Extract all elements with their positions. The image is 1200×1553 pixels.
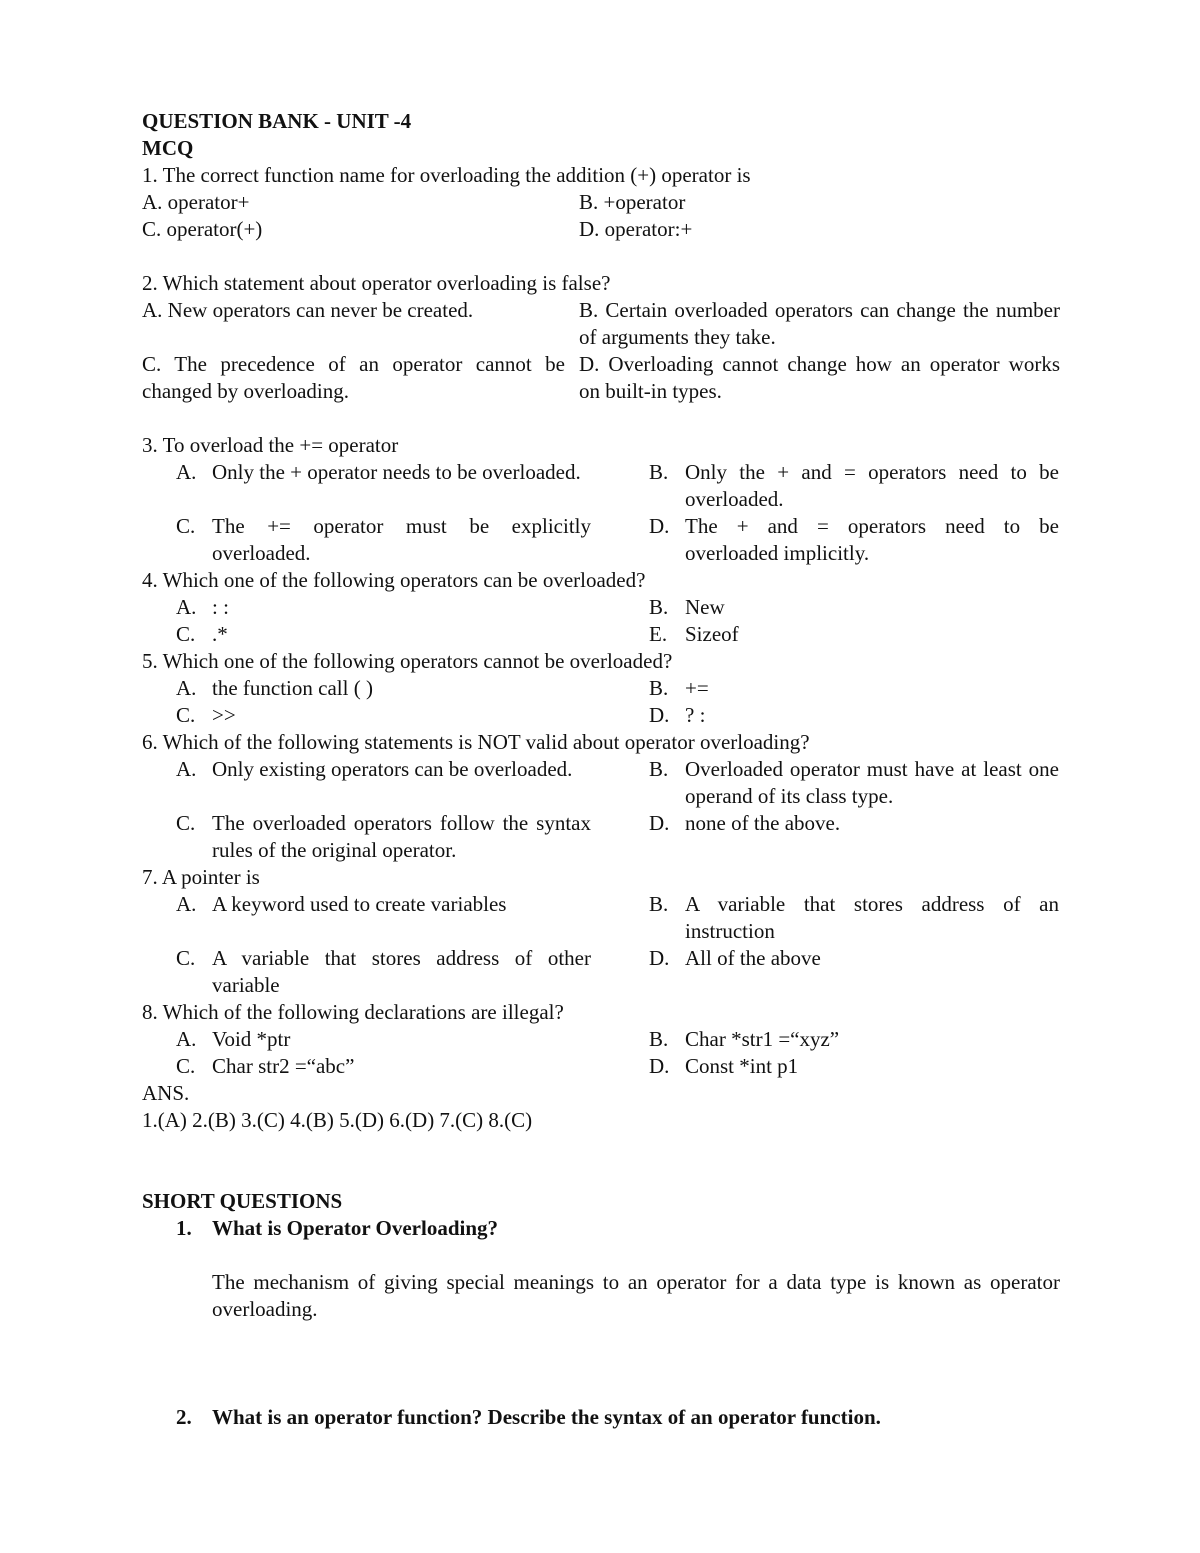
q1-options-row-1	[142, 189, 1060, 216]
question-5: 5. Which one of the following operators cannot be overloaded?	[142, 649, 673, 673]
question-7: 7. A pointer is	[142, 865, 260, 889]
question-1: 1. The correct function name for overloading the addition (+) operator is	[142, 163, 751, 187]
q3-option-a: A. Only the + operator needs to be overloaded.	[176, 460, 581, 484]
q4-options-row-1	[142, 594, 1060, 621]
q8-option-b: B. Char *str1 =“xyz”	[649, 1027, 840, 1051]
q2-options-row-2	[142, 351, 1060, 405]
q5-option-b: B. +=	[649, 676, 709, 700]
q3-option-d: D. The + and = operators need to be overloaded implicitly.	[649, 514, 1059, 565]
q7-option-d: D. All of the above	[649, 946, 821, 970]
q8-options-row-2	[142, 1053, 1060, 1080]
q4-option-a: A. : :	[176, 595, 229, 619]
question-8: 8. Which of the following declarations are illegal?	[142, 1000, 564, 1024]
q7-option-c: C. A variable that stores address of other variable	[176, 946, 591, 997]
q8-options-row-1	[142, 1026, 1060, 1053]
q3-option-b: B. Only the + and = operators need to be overloaded.	[649, 460, 1059, 511]
q5-option-d: D. ? :	[649, 703, 706, 727]
q4-option-d: E. Sizeof	[649, 622, 739, 646]
q5-options-row-2	[142, 702, 1060, 729]
q6-option-d: D. none of the above.	[649, 811, 841, 835]
q1-options-row-2	[142, 216, 1060, 243]
short-question-1-text: What is Operator Overloading?	[212, 1216, 499, 1240]
q2-option-a: A. New operators can never be created.	[142, 298, 474, 322]
short-question-1-number: 1.	[176, 1216, 192, 1240]
short-question-1	[142, 1215, 1060, 1242]
question-2: 2. Which statement about operator overloading is false?	[142, 271, 611, 295]
section-heading-mcq: MCQ	[142, 136, 194, 160]
q6-options-row-1	[142, 756, 1060, 810]
q1-option-b: B. +operator	[579, 190, 686, 214]
question-3: 3. To overload the += operator	[142, 433, 399, 457]
document-content	[142, 108, 1060, 1431]
q3-options-row-2	[142, 513, 1060, 567]
q7-option-a: A. A keyword used to create variables	[176, 892, 507, 916]
short-answer-1: The mechanism of giving special meanings to an operator for a data type is known as operator overloading.	[212, 1270, 1060, 1321]
section-heading-short-questions: SHORT QUESTIONS	[142, 1189, 343, 1213]
q3-options-row-1	[142, 459, 1060, 513]
q8-option-c: C. Char str2 =“abc”	[176, 1054, 355, 1078]
q6-option-c: C. The overloaded operators follow the syntax rules of the original operator.	[176, 811, 591, 862]
q6-option-a: A. Only existing operators can be overloaded.	[176, 757, 573, 781]
question-6: 6. Which of the following statements is NOT valid about operator overloading?	[142, 730, 810, 754]
q7-option-b: B. A variable that stores address of an instruction	[649, 892, 1059, 943]
short-question-2	[142, 1404, 1060, 1431]
q6-options-row-2	[142, 810, 1060, 864]
q7-options-row-1	[142, 891, 1060, 945]
answers-label: ANS.	[142, 1081, 190, 1105]
q4-option-c: C. .*	[176, 622, 228, 646]
q1-option-d: D. operator:+	[579, 217, 693, 241]
q5-option-c: C. >>	[176, 703, 236, 727]
q8-option-a: A. Void *ptr	[176, 1027, 291, 1051]
answer-key: 1.(A) 2.(B) 3.(C) 4.(B) 5.(D) 6.(D) 7.(C) 8.(C)	[142, 1108, 533, 1132]
q6-option-b: B. Overloaded operator must have at least one operand of its class type.	[649, 757, 1059, 808]
q1-option-a: A. operator+	[142, 190, 250, 214]
question-4: 4. Which one of the following operators can be overloaded?	[142, 568, 646, 592]
q8-option-d: D. Const *int p1	[649, 1054, 799, 1078]
q4-options-row-2	[142, 621, 1060, 648]
q5-option-a: A. the function call ( )	[176, 676, 373, 700]
q7-options-row-2	[142, 945, 1060, 999]
q2-option-c: C. The precedence of an operator cannot be changed by overloading.	[142, 352, 565, 403]
q3-option-c: C. The += operator must be explicitly overloaded.	[176, 514, 591, 565]
short-question-2-number: 2.	[176, 1405, 192, 1429]
short-question-2-text: What is an operator function? Describe the syntax of an operator function.	[212, 1405, 881, 1429]
page-title: QUESTION BANK - UNIT -4	[142, 109, 412, 133]
q4-option-b: B. New	[649, 595, 725, 619]
q1-option-c: C. operator(+)	[142, 217, 263, 241]
q2-options-row-1	[142, 297, 1060, 351]
q2-option-b: B. Certain overloaded operators can change the number of arguments they take.	[579, 298, 1060, 349]
q5-options-row-1	[142, 675, 1060, 702]
q2-option-d: D. Overloading cannot change how an operator works on built-in types.	[579, 352, 1060, 403]
